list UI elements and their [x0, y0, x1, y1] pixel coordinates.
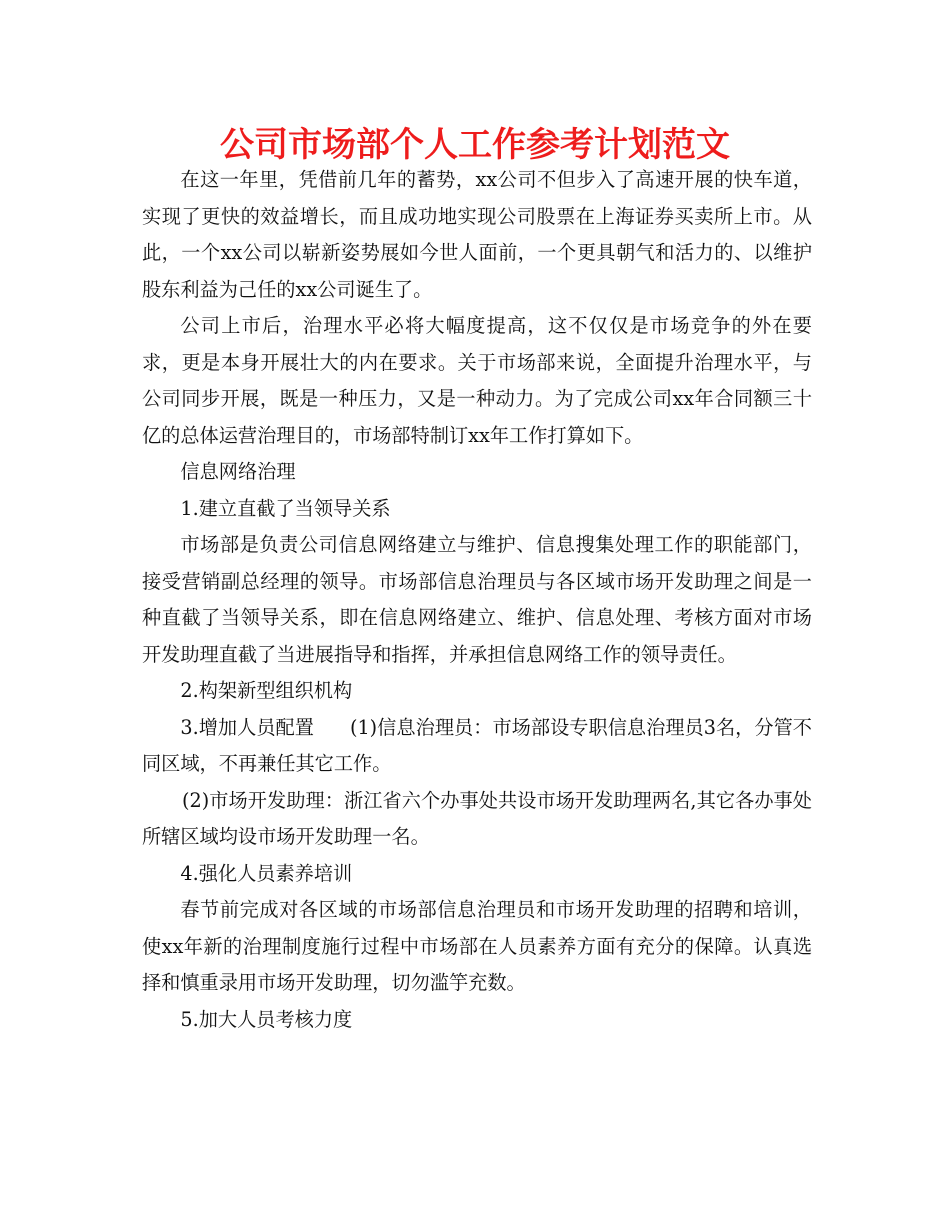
document-title: 公司市场部个人工作参考计划范文 [220, 125, 730, 165]
item-3-text: (1)信息治理员：市场部设专职信息治理员3名，分管不同区域，不再兼任其它工作。 [142, 715, 812, 775]
paragraph-intro: 在这一年里，凭借前几年的蓄势，xx公司不但步入了高速开展的快车道，实现了更快的效益增长，而且成功地实现公司股票在上海证券买卖所上市。从此，一个xx公司以崭新姿势展如今世人面前，一个更具朝气和活力的、以维护股东利益为己任的xx公司诞生了。 [142, 168, 812, 301]
paragraph-market-dept: 市场部是负责公司信息网络建立与维护、信息搜集处理工作的职能部门，接受营销副总经理的领导。市场部信息治理员与各区域市场开发助理之间是一种直截了当领导关系，即在信息网络建立、维护、信息处理、考核方面对市场开发助理直截了当进展指导和指挥，并承担信息网络工作的领导责任。 [142, 533, 812, 666]
section-heading-info-network: 信息网络治理 [180, 460, 296, 483]
item-heading-3: 3.增加人员配置 [180, 715, 314, 739]
item-heading-1: 1.建立直截了当领导关系 [180, 496, 391, 520]
paragraph-listing: 公司上市后，治理水平必将大幅度提高，这不仅仅是市场竞争的外在要求，更是本身开展壮大的内在要求。关于市场部来说，全面提升治理水平，与公司同步开展，既是一种压力，又是一种动力。为了完成公司xx年合同额三十亿的总体运营治理目的，市场部特制订xx年工作打算如下。 [142, 314, 812, 447]
document-body [142, 162, 812, 1038]
item-heading-5: 5.加大人员考核力度 [180, 1007, 353, 1031]
item-heading-4: 4.强化人员素养培训 [180, 861, 353, 885]
paragraph-item-3 [142, 710, 812, 783]
item-heading-2: 2.构架新型组织机构 [180, 679, 353, 702]
paragraph-training: 春节前完成对各区域的市场部信息治理员和市场开发助理的招聘和培训，使xx年新的治理制度施行过程中市场部在人员素养方面有充分的保障。认真选择和慎重录用市场开发助理，切勿滥竽充数。 [142, 898, 813, 994]
paragraph-market-assistant: (2)市场开发助理：浙江省六个办事处共设市场开发助理两名,其它各办事处所辖区域均设市场开发助理一名。 [142, 788, 812, 848]
